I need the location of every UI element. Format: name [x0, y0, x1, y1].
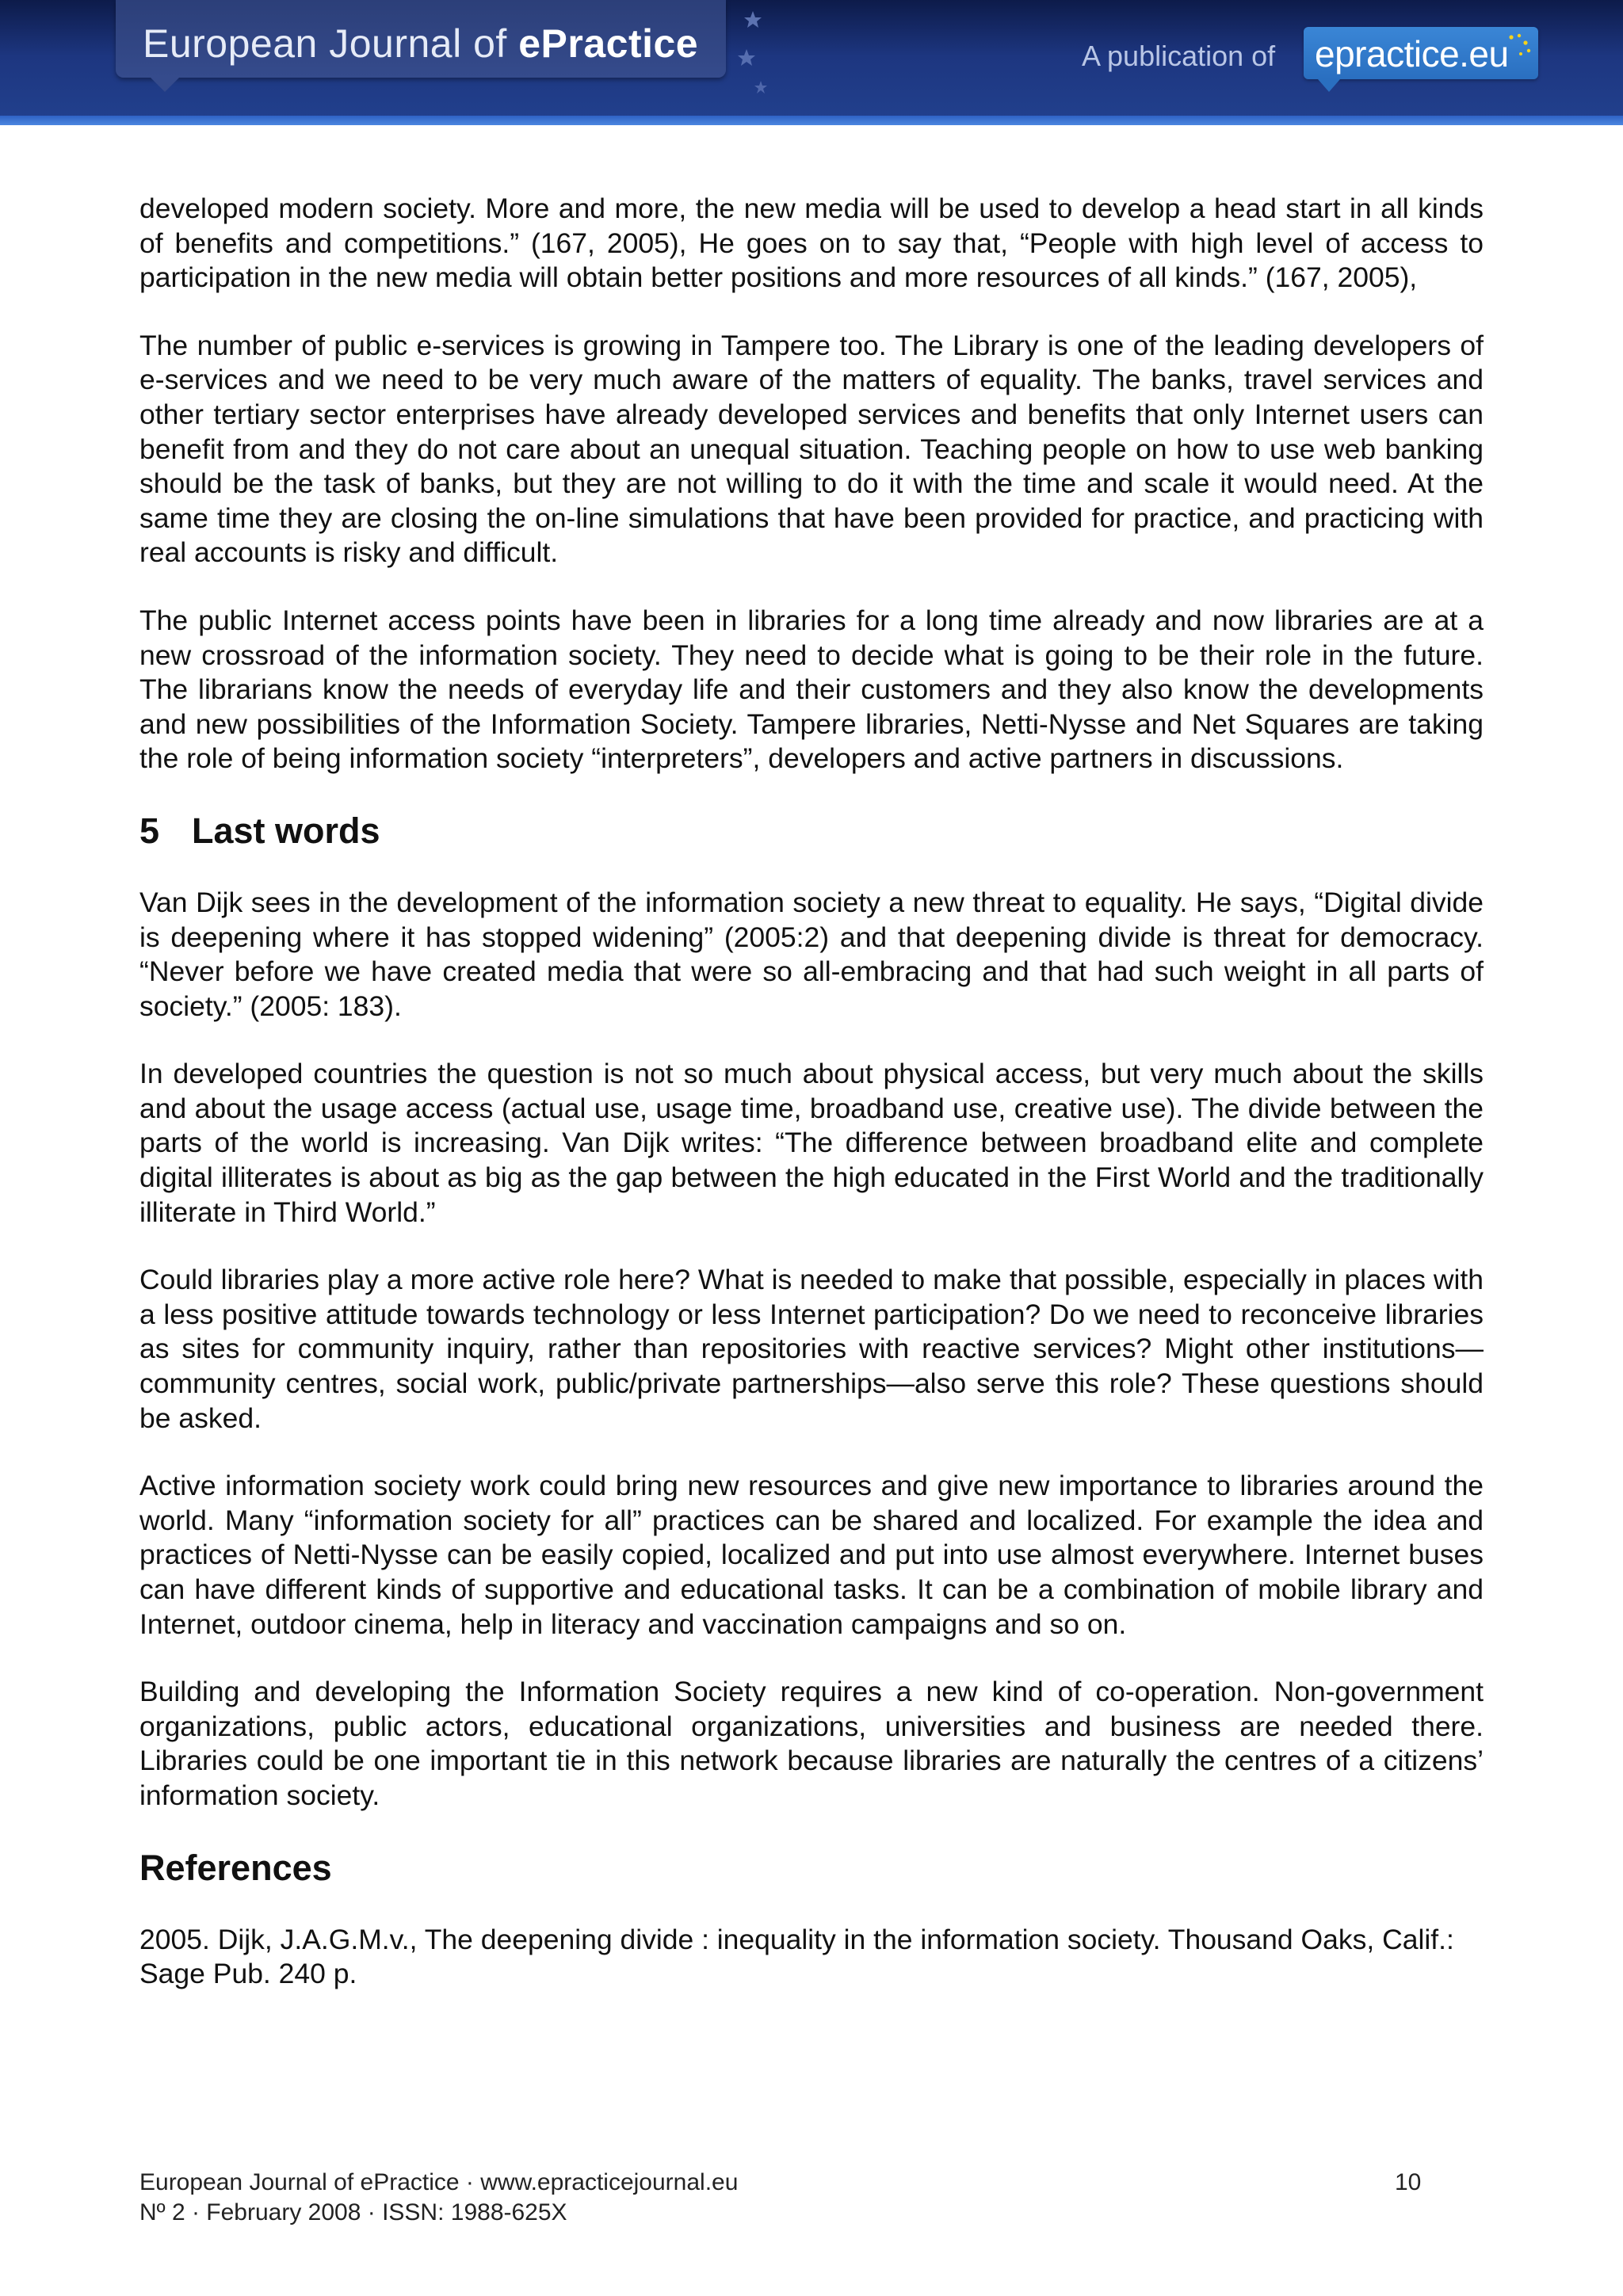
- paragraph-active-information-society: Active information society work could bring new resources and give new importance to libraries around the world. Many “information society for all” practices can be shared and localized. For example the idea and practices of Netti-Nysse can be easily copied, localized and put into use almost everywhere. Internet buses can have different kinds of supportive and educational tasks. It can be a combination of mobile library and Internet, outdoor cinema, help in literacy and vaccination campaigns and so on.: [139, 1470, 1484, 1640]
- banner-bottom-strip: [0, 116, 1623, 125]
- reference-item: 2005. Dijk, J.A.G.M.v., The deepening divide : inequality in the information society. Thousand Oaks, Calif.: Sage Pub. 240 p.: [139, 1923, 1454, 1990]
- paragraph-van-dijk: Van Dijk sees in the development of the information society a new threat to equality. He says, “Digital divide is deepening where it has stopped widening” (2005:2) and that deepening divide is threat for democracy. “Never before we have created media that were so all-embracing and that had such weight in all parts of society.” (2005: 183).: [139, 886, 1484, 1022]
- paragraph-continued: developed modern society. More and more, the new media will be used to develop a head start in all kinds of benefits and competitions.” (167, 2005), He goes on to say that, “People with high level of access to participation in the new media will obtain better positions and more resources of all kinds.” (167, 2005),: [139, 193, 1484, 294]
- eu-stars-icon: [1505, 33, 1533, 57]
- footer-journal-line: European Journal of ePractice · www.epracticejournal.eu: [139, 2169, 739, 2195]
- paragraph-libraries-role: Could libraries play a more active role here? What is needed to make that possible, especially in places with a less positive attitude towards technology or less Internet participation? Do we need to reconceive libraries as sites for community inquiry, rather than repositories with reactive services? Might other institutions—community centres, social work, public/private partnerships—also serve this role? These questions should be asked.: [139, 1264, 1484, 1434]
- paragraph-cooperation: Building and developing the Information Society requires a new kind of co-operation. Non-government organizations, public actors, educational organizations, universities and business are needed there. Libraries could be one important tie in this network because libraries are naturally the centres of a citizens’ information society.: [139, 1676, 1484, 1811]
- decorative-stars-icon: [737, 8, 808, 103]
- journal-title-bold: ePractice: [518, 21, 699, 66]
- section-number: 5: [139, 810, 160, 851]
- section-heading-last-words: [139, 810, 1484, 852]
- journal-title-prefix: European Journal of: [143, 21, 519, 66]
- header-banner: [0, 0, 1623, 125]
- section-title: Last words: [192, 810, 380, 851]
- footer-issue-line: Nº 2 · February 2008 · ISSN: 1988-625X: [139, 2199, 567, 2225]
- paragraph-internet-access: The public Internet access points have been in libraries for a long time already and now libraries are at a new crossroad of the information society. They need to decide what is going to be their role in the future. The librarians know the needs of everyday life and their customers and they also know the developments and new possibilities of the Information Society. Tampere libraries, Netti-Nysse and Net Squares are taking the role of being information society “interpreters”, developers and active partners in discussions.: [139, 604, 1484, 775]
- publication-of-label: A publication of: [1082, 40, 1276, 72]
- article-body: [139, 192, 1484, 1992]
- page-footer: [139, 2168, 1423, 2228]
- journal-title: [143, 21, 698, 67]
- paragraph-developed-countries: In developed countries the question is not so much about physical access, but very much about the skills and about the usage access (actual use, usage time, broadband use, creative use). The divide between the parts of the world is increasing. Van Dijk writes: “The difference between broadband elite and complete digital illiterates is about as big as the gap between the high educated in the First World and the traditionally illiterate in Third World.”: [139, 1058, 1484, 1228]
- references-heading: References: [139, 1847, 332, 1888]
- page-number: 10: [1395, 2169, 1422, 2195]
- paragraph-eservices: The number of public e-services is growing in Tampere too. The Library is one of the leading developers of e-services and we need to be very much aware of the matters of equality. The banks, travel services and other tertiary sector enterprises have already developed services and benefits that only Internet users can benefit from and they do not care about an unequal situation. Teaching people on how to use web banking should be the task of banks, but they are not willing to do it with the time and scale it would need. At the same time they are closing the on-line simulations that have been provided for practice, and practicing with real accounts is risky and difficult.: [139, 329, 1484, 569]
- epractice-logo-text: epractice.eu: [1315, 33, 1509, 74]
- epractice-logo: [1304, 27, 1538, 79]
